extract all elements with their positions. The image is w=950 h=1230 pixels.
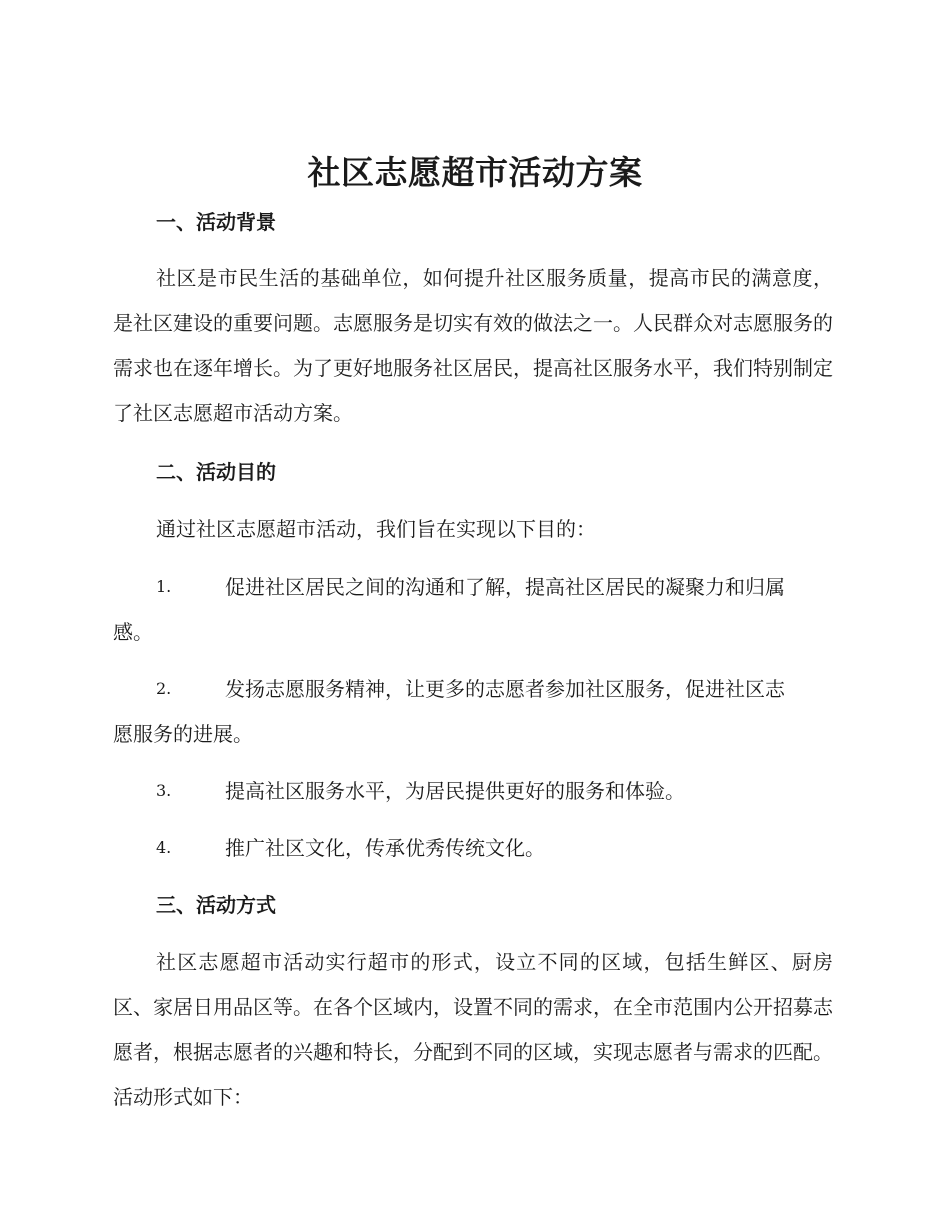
- purpose-intro: 通过社区志愿超市活动，我们旨在实现以下目的：: [156, 517, 596, 541]
- list-item-text: 提高社区服务水平，为居民提供更好的服务和体验。: [225, 779, 685, 803]
- list-item-text: 发扬志愿服务精神，让更多的志愿者参加社区服务，促进社区志: [225, 677, 785, 701]
- list-item-number: 1.: [156, 577, 172, 596]
- list-item-text: 推广社区文化，传承优秀传统文化。: [225, 836, 545, 860]
- list-item-continuation: 感。: [113, 620, 153, 644]
- document-title: 社区志愿超市活动方案: [307, 153, 643, 192]
- section-heading-background: 一、活动背景: [156, 210, 276, 234]
- section-heading-purpose: 二、活动目的: [156, 460, 276, 484]
- list-item-text: 促进社区居民之间的沟通和了解，提高社区居民的凝聚力和归属: [225, 575, 785, 599]
- list-item-number: 4.: [156, 838, 172, 857]
- background-paragraph: 社区是市民生活的基础单位，如何提升社区服务质量，提高市民的满意度，是社区建设的重要问题。志愿服务是切实有效的做法之一。人民群众对志愿服务的需求也在逐年增长。为了更好地服务社区居民，提高社区服务水平，我们特别制定了社区志愿超市活动方案。: [113, 266, 833, 425]
- method-paragraph: 社区志愿超市活动实行超市的形式，设立不同的区域，包括生鲜区、厨房区、家居日用品区等。在各个区域内，设置不同的需求，在全市范围内公开招募志愿者，根据志愿者的兴趣和特长，分配到不同的区域，实现志愿者与需求的匹配。活动形式如下：: [113, 950, 833, 1109]
- list-item-continuation: 愿服务的进展。: [113, 722, 253, 746]
- list-item-number: 2.: [156, 679, 172, 698]
- list-item-number: 3.: [156, 781, 172, 800]
- section-heading-method: 三、活动方式: [156, 893, 276, 917]
